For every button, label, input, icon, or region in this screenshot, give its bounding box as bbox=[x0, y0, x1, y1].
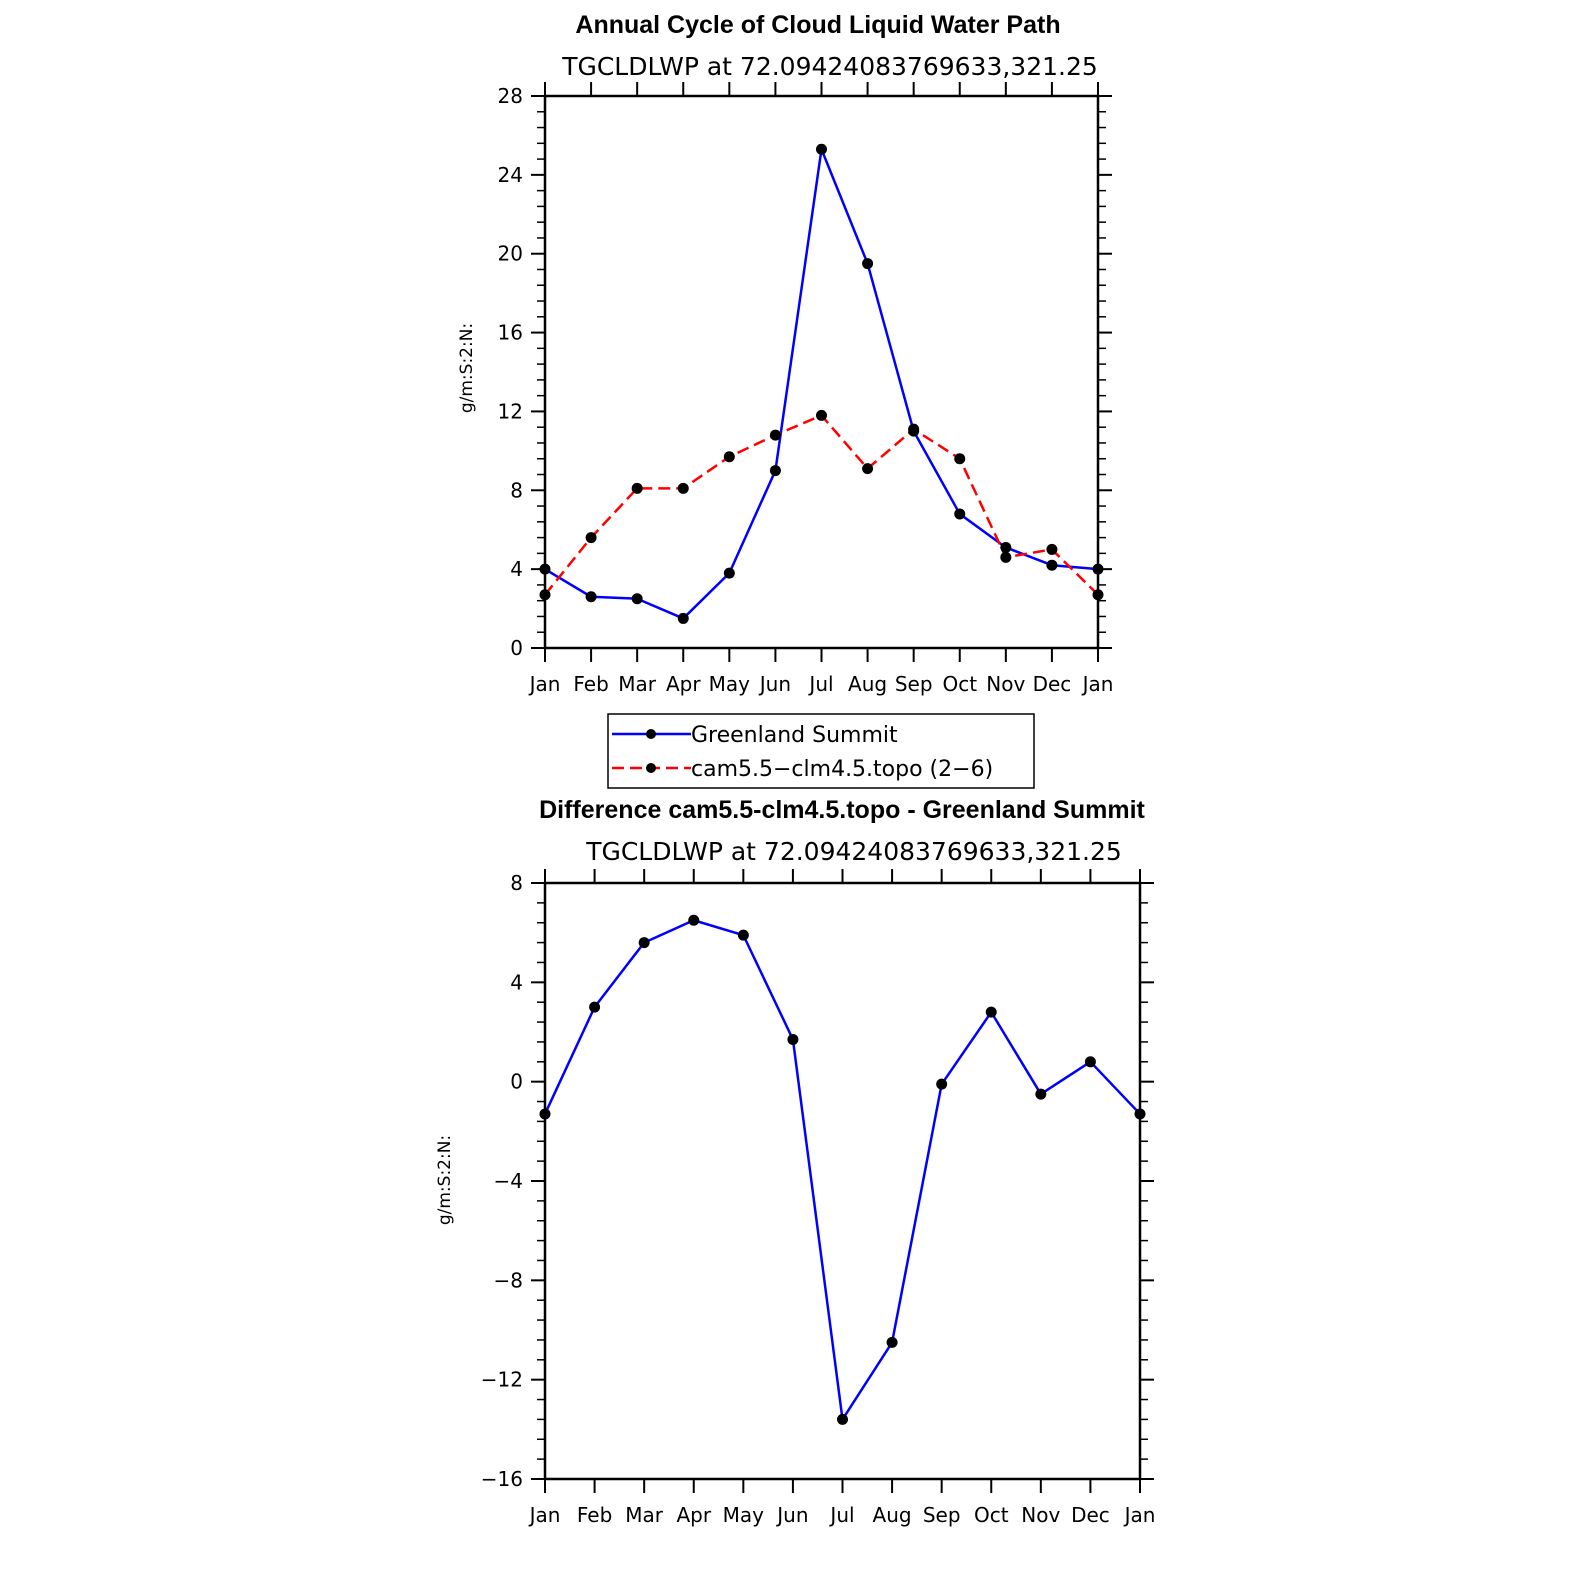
data-point bbox=[1046, 560, 1057, 571]
chart-2-y-tick-labels bbox=[481, 871, 523, 1491]
legend-label-greenland-summit: Greenland Summit bbox=[691, 723, 898, 748]
data-point bbox=[936, 1079, 947, 1090]
data-point bbox=[678, 483, 689, 494]
data-point bbox=[632, 483, 643, 494]
data-point bbox=[589, 1002, 600, 1013]
data-point bbox=[908, 424, 919, 435]
data-point bbox=[986, 1007, 997, 1018]
chart-1-ticks bbox=[531, 82, 1112, 662]
y-tick-label: 0 bbox=[510, 1069, 523, 1094]
chart-1-legend bbox=[608, 714, 1034, 788]
series-line-1 bbox=[545, 415, 1098, 594]
y-tick-label: 20 bbox=[497, 241, 523, 266]
x-tick-label: May bbox=[708, 672, 751, 696]
x-tick-label: Jun bbox=[759, 672, 792, 696]
chart-2-ylabel: g/m:S:2:N: bbox=[435, 1134, 455, 1226]
x-tick-label: Aug bbox=[872, 1503, 912, 1527]
data-point bbox=[586, 591, 597, 602]
y-tick-label: 16 bbox=[497, 320, 523, 345]
chart-2-title: Difference cam5.5-clm4.5.topo - Greenland Summit bbox=[539, 796, 1145, 824]
chart-difference bbox=[435, 796, 1155, 1527]
y-tick-label: −4 bbox=[493, 1169, 523, 1193]
data-point bbox=[586, 532, 597, 543]
x-tick-label: Jan bbox=[529, 1503, 561, 1527]
data-point bbox=[862, 258, 873, 269]
y-tick-label: 28 bbox=[497, 84, 523, 108]
chart-1-ylabel: g/m:S:2:N: bbox=[457, 322, 477, 414]
x-tick-label: Jun bbox=[777, 1503, 809, 1527]
x-tick-label: Aug bbox=[848, 672, 888, 696]
y-tick-label: 8 bbox=[510, 871, 523, 895]
x-tick-label: Sep bbox=[894, 672, 933, 696]
data-point bbox=[1000, 552, 1011, 563]
x-tick-label: Oct bbox=[942, 672, 978, 696]
x-tick-label: Dec bbox=[1032, 672, 1072, 696]
x-tick-label: Oct bbox=[973, 1503, 1009, 1527]
chart-2-plot-frame bbox=[545, 883, 1140, 1479]
y-tick-label: 4 bbox=[510, 557, 523, 582]
y-tick-label: 12 bbox=[497, 399, 523, 424]
chart-1-y-tick-labels bbox=[498, 84, 523, 660]
chart-2-series bbox=[540, 915, 1146, 1425]
data-point bbox=[837, 1414, 848, 1425]
x-tick-label: Jul bbox=[809, 672, 834, 696]
x-tick-label: Feb bbox=[576, 1503, 613, 1527]
series-line-0 bbox=[545, 920, 1140, 1419]
y-tick-label: 24 bbox=[497, 162, 523, 187]
data-point bbox=[738, 930, 749, 941]
x-tick-label: Jan bbox=[1124, 1503, 1156, 1527]
chart-1-x-tick-labels bbox=[528, 672, 1114, 696]
data-point bbox=[770, 430, 781, 441]
chart-1-plot-frame bbox=[545, 96, 1098, 648]
legend-marker-cam55 bbox=[646, 763, 656, 773]
y-tick-label: 4 bbox=[510, 970, 523, 995]
data-point bbox=[1000, 542, 1011, 553]
data-point bbox=[724, 568, 735, 579]
y-tick-label: 8 bbox=[510, 478, 523, 503]
legend-label-cam55: cam5.5−clm4.5.topo (2−6) bbox=[691, 757, 994, 782]
series-line-0 bbox=[545, 149, 1098, 618]
chart-1-series bbox=[540, 144, 1104, 624]
data-point bbox=[954, 508, 965, 519]
data-point bbox=[770, 465, 781, 476]
data-point bbox=[862, 463, 873, 474]
x-tick-label: Mar bbox=[625, 1503, 664, 1527]
y-tick-label: −12 bbox=[480, 1367, 523, 1392]
data-point bbox=[1046, 544, 1057, 555]
legend-marker-greenland-summit bbox=[646, 729, 656, 739]
x-tick-label: Nov bbox=[986, 672, 1026, 696]
x-tick-label: Sep bbox=[922, 1503, 961, 1527]
y-tick-label: −16 bbox=[480, 1467, 523, 1491]
chart-2-x-tick-labels bbox=[528, 1503, 1156, 1527]
chart-annual-cycle bbox=[457, 11, 1113, 696]
x-tick-label: Nov bbox=[1021, 1503, 1061, 1527]
data-point bbox=[1085, 1056, 1096, 1067]
y-tick-label: 0 bbox=[510, 636, 523, 660]
data-point bbox=[1035, 1089, 1046, 1100]
data-point bbox=[639, 937, 650, 948]
data-point bbox=[887, 1337, 898, 1348]
data-point bbox=[954, 453, 965, 464]
data-point bbox=[816, 410, 827, 421]
x-tick-label: Apr bbox=[676, 1503, 712, 1527]
x-tick-label: Feb bbox=[573, 672, 609, 696]
data-point bbox=[816, 144, 827, 155]
x-tick-label: Apr bbox=[665, 672, 701, 696]
x-tick-label: Jan bbox=[1082, 672, 1114, 696]
chart-2-ticks bbox=[531, 869, 1154, 1493]
x-tick-label: Mar bbox=[618, 672, 657, 696]
x-tick-label: Jul bbox=[830, 1503, 855, 1527]
chart-1-subtitle: TGCLDLWP at 72.09424083769633,321.25 bbox=[562, 52, 1098, 81]
chart-1-title: Annual Cycle of Cloud Liquid Water Path bbox=[575, 11, 1061, 39]
x-tick-label: May bbox=[722, 1503, 765, 1527]
data-point bbox=[724, 451, 735, 462]
x-tick-label: Dec bbox=[1071, 1503, 1110, 1527]
data-point bbox=[632, 593, 643, 604]
y-tick-label: −8 bbox=[493, 1268, 523, 1293]
data-point bbox=[678, 613, 689, 624]
data-point bbox=[688, 915, 699, 926]
chart-2-subtitle: TGCLDLWP at 72.09424083769633,321.25 bbox=[586, 837, 1122, 866]
data-point bbox=[787, 1034, 798, 1045]
x-tick-label: Jan bbox=[529, 672, 561, 696]
